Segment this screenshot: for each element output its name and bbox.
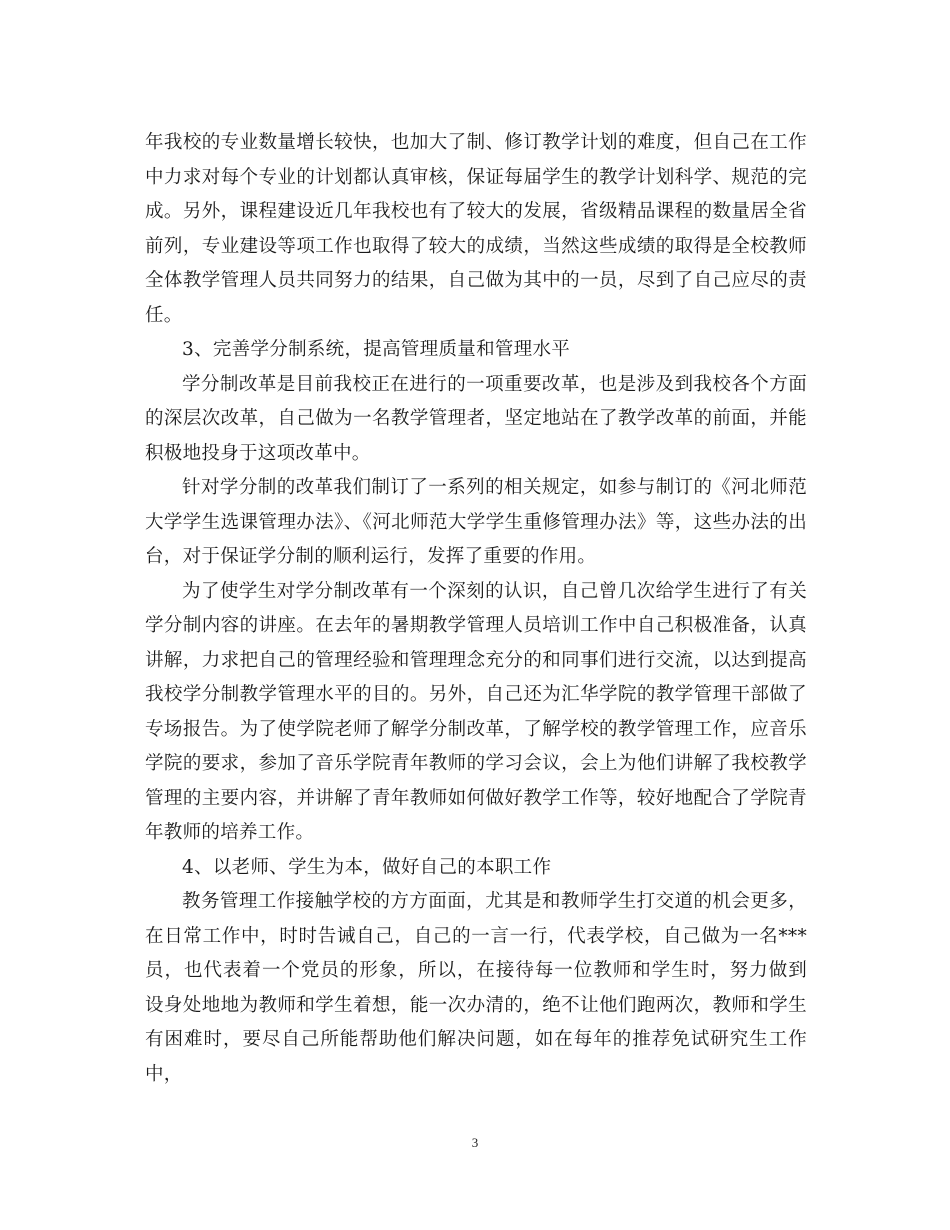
paragraph-5: 教务管理工作接触学校的方方面面，尤其是和教师学生打交道的机会更多，在日常工作中，时时告诫自己，自己的一言一行，代表学校，自己做为一名***员，也代表着一个党员的形象，所以，在接待每一位教师和学生时，努力做到 设身处地地为教师和学生着想，能一次办清的，绝不让他们跑两次，教师和学生有困难时，要尽自己所能帮助他们解决问题，如在每年的推荐免试研究生工作中， bbox=[145, 891, 807, 1085]
heading-3: 3、完善学分制系统，提高管理质量和管理水平 bbox=[182, 339, 571, 360]
paragraph-1: 年我校的专业数量增长较快，也加大了制、修订教学计划的难度，但自己在工作中力求对每个专业的计划都认真审核，保证每届学生的教学计划科学、规范的完成。另外，课程建设近几年我校也有了较大的发展，省级精品课程的数量居全省前列，专业建设等项工作也取得了较大的成绩，当然这些成绩的取得是全校教师全体教学管理人员共同努力的结果，自己做为其中的一员，尽到了自己应尽的责任。 bbox=[145, 132, 807, 326]
paragraph-4: 为了使学生对学分制改革有一个深刻的认识，自己曾几次给学生进行了有关学分制内容的讲座。在去年的暑期教学管理人员培训工作中自己积极准备，认真讲解，力求把自己的管理经验和管理理念充分的和同事们进行交流，以达到提高我校学分制教学管理水平的目的。另外，自己还为汇华学院的教学管理干部做了专场报告。为了使学院老师了解学分制改革，了解学校的教学管理工作，应音乐学院的要求，参加了音乐学院青年教师的学习会议，会上为他们讲解了我校教学管理的主要内容，并讲解了青年教师如何做好教学工作等，较好地配合了学院青年教师的培养工作。 bbox=[145, 580, 807, 843]
paragraph-2: 学分制改革是目前我校正在进行的一项重要改革，也是涉及到我校各个方面的深层次改革，自己做为一名教学管理者，坚定地站在了教学改革的前面，并能积极地投身于这项改革中。 bbox=[145, 373, 807, 464]
page-number: 3 bbox=[471, 1135, 479, 1150]
paragraph-3: 针对学分制的改革我们制订了一系列的相关规定，如参与制订的《河北师范大学学生选课管理办法》、《河北师范大学学生重修管理办法》等，这些办法的出台，对于保证学分制的顺利运行，发挥了重要的作用。 bbox=[145, 477, 807, 567]
heading-4: 4、以老师、学生为本，做好自己的本职工作 bbox=[182, 856, 552, 878]
body-text bbox=[145, 126, 807, 1092]
